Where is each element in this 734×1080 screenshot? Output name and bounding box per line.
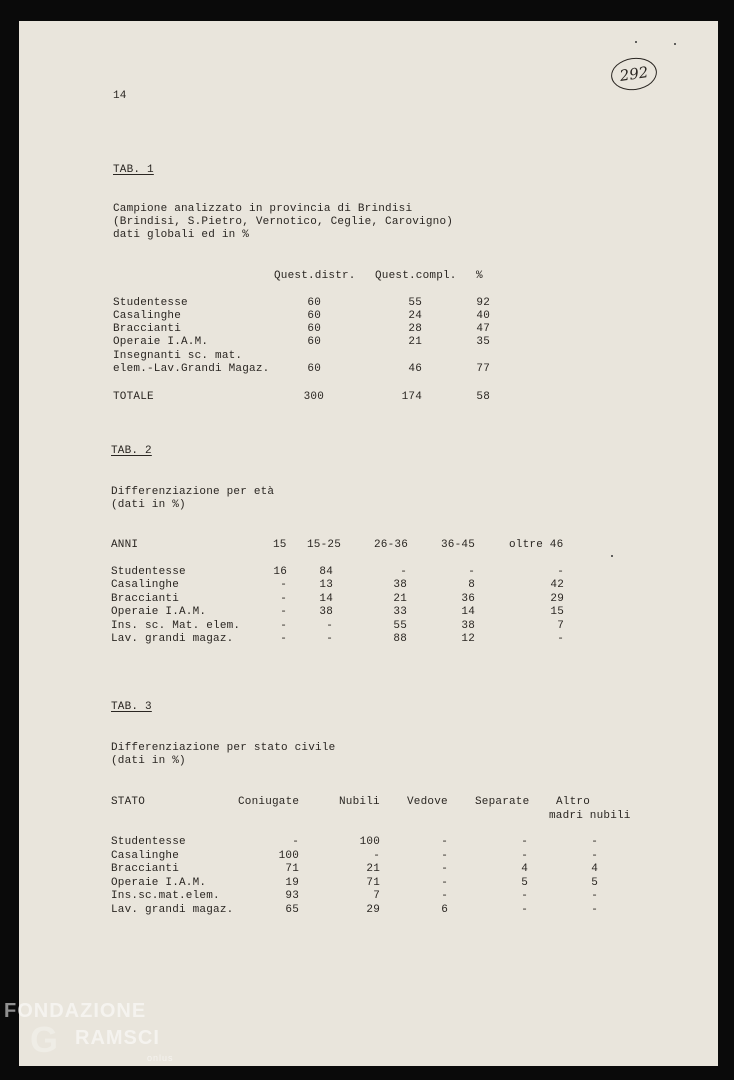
tab2-row-label: Ins. sc. Mat. elem. bbox=[111, 620, 241, 632]
tab2-cell-col5: 42 bbox=[550, 579, 564, 591]
tab1-row-label: Insegnanti sc. mat. bbox=[113, 350, 243, 362]
tab3-label: TAB. 3 bbox=[111, 701, 152, 713]
tab1-label: TAB. 1 bbox=[113, 164, 154, 176]
tab3-cell-col2: 71 bbox=[366, 877, 380, 889]
tab1-title-line: dati globali ed in % bbox=[113, 229, 250, 241]
tab2-cell-col3: 38 bbox=[393, 579, 407, 591]
tab2-header-26-36: 26-36 bbox=[374, 539, 409, 551]
watermark-logo-g: G bbox=[30, 1019, 60, 1060]
tab1-title-line: (Brindisi, S.Pietro, Vernotico, Ceglie, Carovigno) bbox=[113, 216, 454, 228]
tab1-row-label: elem.-Lav.Grandi Magaz. bbox=[113, 363, 270, 375]
document-page bbox=[19, 21, 718, 1066]
archive-stamp: 292 bbox=[609, 55, 659, 93]
tab3-row-label: Braccianti bbox=[111, 863, 180, 875]
tab3-header-nubili: Nubili bbox=[339, 796, 380, 808]
tab2-cell-col3: - bbox=[400, 566, 407, 578]
tab2-cell-col2: 38 bbox=[319, 606, 333, 618]
tab1-cell-pct: 92 bbox=[476, 297, 490, 309]
tab2-cell-col2: 84 bbox=[319, 566, 333, 578]
tab2-title-line: Differenziazione per età bbox=[111, 486, 275, 498]
tab3-cell-col5: - bbox=[591, 836, 598, 848]
tab1-cell-distr: 60 bbox=[307, 310, 321, 322]
watermark-line1: FONDAZIONE bbox=[4, 1000, 147, 1022]
tab3-cell-col2: 7 bbox=[373, 890, 380, 902]
tab2-header-15-25: 15-25 bbox=[307, 539, 342, 551]
tab1-row-label: Studentesse bbox=[113, 297, 188, 309]
tab2-cell-col5: 7 bbox=[557, 620, 564, 632]
tab1-title-line: Campione analizzato in provincia di Brindisi bbox=[113, 203, 413, 215]
tab2-cell-col2: - bbox=[326, 633, 333, 645]
tab2-cell-col4: 14 bbox=[461, 606, 475, 618]
tab1-header-compl: Quest.compl. bbox=[375, 270, 457, 282]
tab3-cell-col5: 5 bbox=[591, 877, 598, 889]
tab3-header-coniugate: Coniugate bbox=[238, 796, 300, 808]
tab1-total-compl: 174 bbox=[401, 391, 422, 403]
tab1-cell-distr: 60 bbox=[307, 323, 321, 335]
tab3-header-separate: Separate bbox=[475, 796, 530, 808]
tab3-cell-col3: - bbox=[441, 836, 448, 848]
tab2-cell-col1: - bbox=[280, 620, 287, 632]
tab1-cell-compl: 24 bbox=[408, 310, 422, 322]
tab3-cell-col5: - bbox=[591, 890, 598, 902]
watermark-line2: RAMSCI bbox=[75, 1027, 160, 1049]
tab2-cell-col1: - bbox=[280, 579, 287, 591]
tab2-cell-col4: - bbox=[468, 566, 475, 578]
tab2-header-oltre46: oltre 46 bbox=[509, 539, 564, 551]
tab2-cell-col3: 88 bbox=[393, 633, 407, 645]
tab3-cell-col1: 19 bbox=[285, 877, 299, 889]
tab2-cell-col1: - bbox=[280, 593, 287, 605]
tab1-cell-compl: 55 bbox=[408, 297, 422, 309]
tab3-cell-col3: 6 bbox=[441, 904, 448, 916]
tab2-header-36-45: 36-45 bbox=[441, 539, 476, 551]
tab3-title-line: (dati in %) bbox=[111, 755, 186, 767]
tab2-cell-col4: 8 bbox=[468, 579, 475, 591]
tab3-cell-col4: 5 bbox=[521, 877, 528, 889]
tab2-header-15: 15 bbox=[273, 539, 287, 551]
tab3-cell-col3: - bbox=[441, 850, 448, 862]
tab3-cell-col5: 4 bbox=[591, 863, 598, 875]
tab2-row-label: Lav. grandi magaz. bbox=[111, 633, 234, 645]
tab1-total-pct: 58 bbox=[476, 391, 490, 403]
tab3-cell-col3: - bbox=[441, 890, 448, 902]
tab2-cell-col1: 16 bbox=[273, 566, 287, 578]
tab1-cell-pct: 77 bbox=[476, 363, 490, 375]
tab2-title-line: (dati in %) bbox=[111, 499, 186, 511]
tab3-header-vedove: Vedove bbox=[407, 796, 448, 808]
tab1-header-distr: Quest.distr. bbox=[274, 270, 356, 282]
tab3-row-label: Operaie I.A.M. bbox=[111, 877, 207, 889]
tab2-cell-col1: - bbox=[280, 606, 287, 618]
tab1-total-distr: 300 bbox=[303, 391, 324, 403]
tab1-row-label: Braccianti bbox=[113, 323, 182, 335]
tab3-cell-col4: - bbox=[521, 850, 528, 862]
tab2-cell-col5: - bbox=[557, 633, 564, 645]
tab3-cell-col1: 100 bbox=[278, 850, 299, 862]
page-number: 14 bbox=[113, 90, 127, 102]
tab3-header-stato: STATO bbox=[111, 796, 146, 808]
tab1-cell-distr: 60 bbox=[307, 336, 321, 348]
watermark-line3: onlus bbox=[147, 1053, 174, 1063]
tab3-cell-col4: - bbox=[521, 836, 528, 848]
tab2-cell-col3: 21 bbox=[393, 593, 407, 605]
tab2-cell-col2: 13 bbox=[319, 579, 333, 591]
tab3-cell-col3: - bbox=[441, 877, 448, 889]
tab1-cell-compl: 46 bbox=[408, 363, 422, 375]
tab3-cell-col1: 71 bbox=[285, 863, 299, 875]
tab3-cell-col4: 4 bbox=[521, 863, 528, 875]
tab3-row-label: Studentesse bbox=[111, 836, 186, 848]
tab2-cell-col2: 14 bbox=[319, 593, 333, 605]
tab2-cell-col4: 38 bbox=[461, 620, 475, 632]
tab2-label: TAB. 2 bbox=[111, 445, 152, 457]
tab2-cell-col3: 55 bbox=[393, 620, 407, 632]
tab3-cell-col4: - bbox=[521, 904, 528, 916]
tab2-cell-col5: 15 bbox=[550, 606, 564, 618]
tab3-title-line: Differenziazione per stato civile bbox=[111, 742, 336, 754]
tab3-row-label: Casalinghe bbox=[111, 850, 180, 862]
tab3-cell-col2: 21 bbox=[366, 863, 380, 875]
tab3-header-madri-nubili: madri nubili bbox=[549, 810, 631, 822]
tab1-row-label: Casalinghe bbox=[113, 310, 182, 322]
tab2-cell-col2: - bbox=[326, 620, 333, 632]
tab2-row-label: Studentesse bbox=[111, 566, 186, 578]
tab2-row-label: Casalinghe bbox=[111, 579, 180, 591]
tab1-header-pct: % bbox=[476, 270, 483, 282]
tab1-cell-pct: 47 bbox=[476, 323, 490, 335]
speck bbox=[674, 43, 676, 45]
tab3-cell-col1: - bbox=[292, 836, 299, 848]
tab1-cell-distr: 60 bbox=[307, 297, 321, 309]
tab2-cell-col3: 33 bbox=[393, 606, 407, 618]
tab2-cell-col5: - bbox=[557, 566, 564, 578]
tab3-row-label: Ins.sc.mat.elem. bbox=[111, 890, 220, 902]
tab1-row-label: Operaie I.A.M. bbox=[113, 336, 209, 348]
tab3-header-altro: Altro bbox=[556, 796, 591, 808]
tab1-cell-pct: 40 bbox=[476, 310, 490, 322]
tab2-header-anni: ANNI bbox=[111, 539, 139, 551]
tab3-cell-col1: 65 bbox=[285, 904, 299, 916]
tab3-cell-col2: - bbox=[373, 850, 380, 862]
tab1-cell-distr: 60 bbox=[307, 363, 321, 375]
tab3-cell-col3: - bbox=[441, 863, 448, 875]
tab3-cell-col2: 100 bbox=[359, 836, 380, 848]
tab2-cell-col5: 29 bbox=[550, 593, 564, 605]
speck bbox=[611, 555, 613, 557]
tab1-cell-pct: 35 bbox=[476, 336, 490, 348]
tab2-cell-col4: 36 bbox=[461, 593, 475, 605]
tab2-cell-col4: 12 bbox=[461, 633, 475, 645]
tab1-total-label: TOTALE bbox=[113, 391, 154, 403]
tab3-cell-col4: - bbox=[521, 890, 528, 902]
tab3-cell-col1: 93 bbox=[285, 890, 299, 902]
tab2-row-label: Braccianti bbox=[111, 593, 180, 605]
tab2-row-label: Operaie I.A.M. bbox=[111, 606, 207, 618]
speck bbox=[635, 41, 637, 43]
tab1-cell-compl: 28 bbox=[408, 323, 422, 335]
tab3-cell-col5: - bbox=[591, 850, 598, 862]
tab3-cell-col5: - bbox=[591, 904, 598, 916]
tab3-cell-col2: 29 bbox=[366, 904, 380, 916]
tab3-row-label: Lav. grandi magaz. bbox=[111, 904, 234, 916]
tab1-cell-compl: 21 bbox=[408, 336, 422, 348]
tab2-cell-col1: - bbox=[280, 633, 287, 645]
